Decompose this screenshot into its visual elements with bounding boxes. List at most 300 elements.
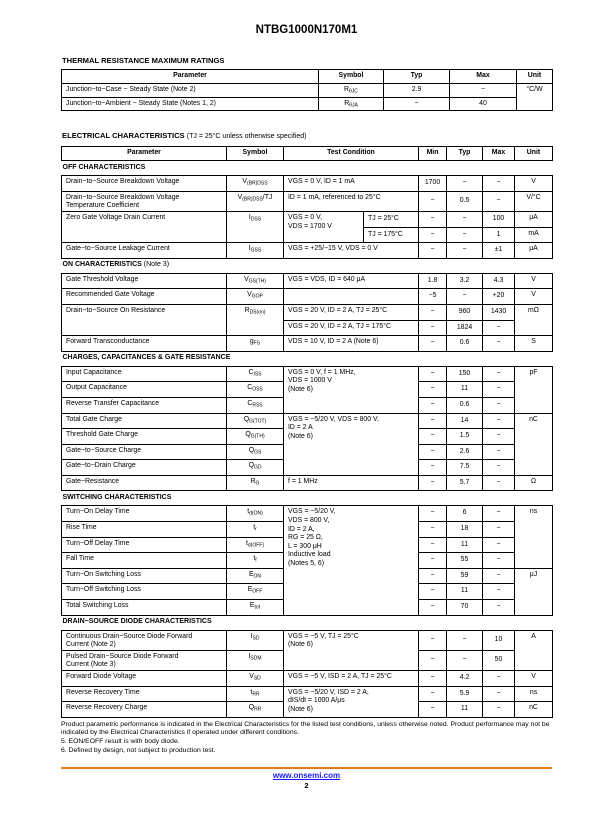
min-cell: −: [419, 702, 447, 718]
parameter-cell: Reverse Transfer Capacitance: [62, 397, 227, 413]
max-cell: −: [483, 568, 515, 584]
symbol: Q: [248, 446, 255, 454]
symbol: I: [248, 245, 251, 253]
max-cell: 1430: [483, 304, 515, 320]
unit-cell: V/°C: [515, 191, 553, 211]
parameter-cell: Gate−to−Source Leakage Current: [62, 243, 227, 259]
parameter-cell: Reverse Recovery Time: [62, 686, 227, 702]
test-condition-cell: VGS = VDS, ID = 640 μA: [284, 273, 419, 289]
page-title: NTBG1000N170M1: [255, 24, 358, 36]
parameter-cell: Gate−to−Source Charge: [62, 444, 227, 460]
symbol-cell: [227, 397, 284, 413]
unit-cell: μJ: [515, 568, 553, 615]
table-row: [62, 97, 553, 111]
symbol-cell: [227, 211, 284, 242]
electrical-heading: [61, 131, 552, 142]
typ-cell: −: [447, 227, 483, 243]
min-cell: −: [419, 584, 447, 600]
typ-cell: 1.5: [447, 429, 483, 445]
symbol-subscript: FS: [253, 340, 261, 347]
symbol: I: [248, 213, 251, 221]
max-cell: 100: [483, 211, 515, 227]
min-cell: −: [419, 460, 447, 476]
parameter-cell: Gate−to−Drain Charge: [62, 460, 227, 476]
table-row: [62, 336, 553, 352]
header-row: [62, 147, 553, 161]
max-cell: −: [483, 397, 515, 413]
section-title: [62, 351, 553, 366]
symbol-subscript: GS(TH): [248, 278, 266, 285]
min-cell: −: [419, 366, 447, 382]
section-name: CHARGES, CAPACITANCES & GATE RESISTANCE: [62, 354, 231, 362]
typ-cell: 11: [447, 584, 483, 600]
symbol-subscript: (BR)DSS: [242, 196, 263, 203]
typ-cell: 2.9: [384, 84, 450, 98]
min-cell: −: [419, 429, 447, 445]
column-header: Parameter: [62, 70, 319, 84]
symbol: g: [249, 338, 254, 346]
symbol-subscript: GOP: [251, 293, 263, 300]
symbol-subscript: SD: [252, 635, 260, 642]
symbol-subscript: d(OFF): [247, 542, 265, 549]
column-header: Typ: [447, 147, 483, 161]
max-cell: ±1: [483, 243, 515, 259]
typ-cell: 3.2: [447, 273, 483, 289]
test-condition-cell: ID = 1 mA, referenced to 25°C: [284, 191, 419, 211]
typ-cell: 70: [447, 600, 483, 616]
max-cell: 50: [483, 650, 515, 670]
min-cell: −: [419, 382, 447, 398]
min-cell: −: [419, 320, 447, 336]
max-cell: −: [483, 522, 515, 538]
symbol: t: [247, 508, 250, 516]
typ-cell: 5.9: [447, 686, 483, 702]
disclaimer: Product parametric performance is indicated in the Electrical Characteristics for the listed test conditions, unless otherwise noted. Product performance may not be indicated by the Electrical Characteristics if operated under different conditions.: [61, 720, 550, 737]
typ-cell: 55: [447, 553, 483, 569]
typ-cell: 0.6: [447, 336, 483, 352]
symbol-subscript: θJA: [349, 102, 358, 109]
symbol: R: [244, 306, 250, 314]
unit-cell: ns: [515, 506, 553, 568]
symbol: R: [344, 86, 350, 93]
unit-cell: nC: [515, 702, 553, 718]
symbol: R: [250, 477, 256, 485]
symbol-subscript: OSS: [252, 386, 263, 393]
symbol: V: [249, 673, 254, 680]
table-row: [62, 413, 553, 429]
min-cell: −: [419, 413, 447, 429]
symbol-subscript: RSS: [252, 402, 263, 409]
typ-cell: 11: [447, 537, 483, 553]
test-condition-cell: VGS = 20 V, ID = 2 A, TJ = 25°C: [284, 304, 419, 320]
typ-cell: 11: [447, 382, 483, 398]
symbol-subscript: SD: [253, 675, 261, 682]
min-cell: 1.8: [419, 273, 447, 289]
unit-cell: mΩ: [515, 304, 553, 335]
max-cell: +20: [483, 289, 515, 305]
max-cell: −: [483, 413, 515, 429]
test-condition-cell: VGS = 0 V, f = 1 MHz, VDS = 1000 V (Note 6): [284, 366, 419, 413]
symbol: E: [249, 602, 255, 610]
test-condition-cell: VGS = −5/20 V, ISD = 2 A, dIS/dt = 1000 A/μs (Note 6): [284, 686, 419, 717]
symbol: V: [247, 291, 252, 299]
thermal-heading: THERMAL RESISTANCE MAXIMUM RATINGS: [62, 56, 225, 65]
symbol-cell: [227, 366, 284, 382]
max-cell: −: [483, 366, 515, 382]
max-cell: −: [483, 506, 515, 522]
unit-cell: Ω: [515, 475, 553, 491]
typ-cell: −: [384, 97, 450, 111]
symbol: C: [248, 368, 254, 376]
symbol: C: [247, 384, 253, 392]
section-header: [62, 351, 553, 366]
min-cell: −: [419, 537, 447, 553]
max-cell: −: [483, 460, 515, 476]
symbol-cell: [227, 382, 284, 398]
section-name: OFF CHARACTERISTICS: [62, 163, 146, 171]
symbol-subscript: ON: [253, 573, 262, 580]
min-cell: −: [419, 650, 447, 670]
parameter-cell: Gate−Resistance: [62, 475, 227, 491]
symbol: t: [253, 524, 256, 532]
section-title: [62, 615, 553, 630]
symbol-subscript: θJC: [349, 88, 358, 95]
parameter-cell: Fall Time: [62, 553, 227, 569]
electrical-title: ELECTRICAL CHARACTERISTICS: [62, 131, 185, 141]
min-cell: −: [419, 568, 447, 584]
electrical-subtitle: (TJ = 25°C unless otherwise specified): [186, 133, 307, 141]
parameter-cell: Junction−to−Ambient − Steady State (Notes 1, 2): [62, 97, 319, 111]
test-condition-cell: VGS = 0 V, ID = 1 mA: [284, 176, 419, 192]
max-cell: −: [483, 702, 515, 718]
parameter-cell: Input Capacitance: [62, 366, 227, 382]
column-header: Symbol: [227, 147, 284, 161]
symbol-cell: [227, 191, 284, 211]
symbol: V: [242, 178, 248, 186]
parameter-cell: Turn−Off Delay Time: [62, 537, 227, 553]
typ-cell: 11: [447, 702, 483, 718]
typ-cell: 6: [447, 506, 483, 522]
symbol-subscript: G(TOT): [249, 418, 267, 424]
symbol-subscript: G(TH): [250, 433, 265, 440]
symbol-cell: [227, 584, 284, 600]
max-cell: −: [483, 584, 515, 600]
min-cell: −: [419, 686, 447, 702]
symbol-subscript: DS(on): [249, 309, 266, 316]
typ-cell: 2.6: [447, 444, 483, 460]
unit-cell: V: [515, 671, 553, 687]
note-5: 5. EON/EOFF result is with body diode.: [61, 737, 180, 745]
symbol-cell: [227, 686, 284, 702]
symbol: t: [245, 539, 248, 547]
typ-cell: 1824: [447, 320, 483, 336]
symbol-subscript: G: [255, 480, 260, 487]
symbol-cell: [227, 444, 284, 460]
website-link[interactable]: www.onsemi.com: [272, 770, 341, 780]
test-condition-cell: VDS = 10 V, ID = 2 A (Note 6): [284, 336, 419, 352]
table-row: [62, 366, 553, 382]
column-header: Test Condition: [284, 147, 419, 161]
section-title: [62, 491, 553, 506]
symbol: Q: [245, 431, 251, 439]
max-cell: −: [483, 600, 515, 616]
symbol-subscript: RR: [252, 691, 260, 698]
typ-cell: −: [447, 211, 483, 227]
symbol-cell: [227, 336, 284, 352]
symbol-cell: [319, 84, 384, 98]
symbol-cell: [227, 413, 284, 429]
min-cell: −: [419, 671, 447, 687]
max-cell: −: [483, 686, 515, 702]
symbol-cell: [227, 702, 284, 718]
table-row: [62, 191, 553, 211]
test-condition-cell: f = 1 MHz: [284, 475, 419, 491]
symbol-cell: [319, 97, 384, 111]
symbol-subscript: GSS: [250, 247, 262, 254]
symbol-cell: [227, 522, 284, 538]
unit-cell: A: [515, 630, 553, 670]
column-header: Unit: [517, 70, 553, 84]
min-cell: −: [419, 211, 447, 227]
notes: [61, 721, 553, 755]
typ-cell: 5.7: [447, 475, 483, 491]
section-note: (Note 3): [143, 261, 170, 269]
table-row: [62, 506, 553, 522]
max-cell: −: [483, 671, 515, 687]
symbol-subscript: SDM: [250, 655, 262, 662]
unit-cell: μA: [515, 211, 553, 227]
unit-cell: mA: [515, 227, 553, 243]
section-header: [62, 491, 553, 506]
unit-cell: ns: [515, 686, 553, 702]
symbol-cell: [227, 600, 284, 616]
typ-cell: −: [447, 630, 483, 650]
max-cell: −: [450, 84, 517, 98]
symbol: R: [344, 99, 350, 107]
column-header: Max: [483, 147, 515, 161]
column-header: Typ: [384, 70, 450, 84]
max-cell: −: [483, 320, 515, 336]
min-cell: −5: [419, 289, 447, 305]
parameter-cell: Pulsed Drain−Source Diode Forward Current (Note 3): [62, 650, 227, 670]
symbol: t: [253, 555, 256, 563]
parameter-cell: Junction−to−Case − Steady State (Note 2): [62, 84, 319, 98]
test-condition-cell: [284, 289, 419, 305]
test-condition-cell: VGS = 20 V, ID = 2 A, TJ = 175°C: [284, 320, 419, 336]
section-name: ON CHARACTERISTICS: [62, 261, 142, 269]
unit-cell: °C/W: [517, 84, 553, 111]
symbol-subscript: RR: [254, 706, 262, 713]
symbol-cell: [227, 671, 284, 687]
min-cell: −: [419, 506, 447, 522]
max-cell: −: [483, 537, 515, 553]
column-header: Unit: [515, 147, 553, 161]
column-header: Max: [450, 70, 517, 84]
symbol-cell: [227, 537, 284, 553]
typ-cell: 14: [447, 413, 483, 429]
min-cell: 1700: [419, 176, 447, 192]
column-header: Symbol: [319, 70, 384, 84]
header-row: [62, 70, 553, 84]
symbol: Q: [248, 704, 255, 712]
symbol: E: [247, 586, 253, 594]
symbol: I: [248, 652, 251, 660]
unit-cell: V: [515, 289, 553, 305]
symbol-cell: [227, 475, 284, 491]
symbol: C: [247, 399, 253, 407]
min-cell: −: [419, 227, 447, 243]
parameter-cell: Gate Threshold Voltage: [62, 273, 227, 289]
parameter-cell: Total Gate Charge: [62, 413, 227, 429]
parameter-cell: Drain−to−Source On Resistance: [62, 304, 227, 335]
unit-cell: nC: [515, 413, 553, 475]
typ-cell: 59: [447, 568, 483, 584]
unit-cell: V: [515, 176, 553, 192]
table-row: [62, 273, 553, 289]
symbol-subscript: f: [255, 557, 257, 564]
min-cell: −: [419, 522, 447, 538]
column-header: Parameter: [62, 147, 227, 161]
typ-cell: 960: [447, 304, 483, 320]
symbol-cell: [227, 553, 284, 569]
symbol-subscript: d(ON): [249, 510, 263, 517]
symbol-tail: /TJ: [262, 193, 273, 201]
max-cell: −: [483, 553, 515, 569]
typ-cell: 4.2: [447, 671, 483, 687]
section-title: [62, 161, 553, 176]
parameter-cell: Forward Diode Voltage: [62, 671, 227, 687]
max-cell: 40: [450, 97, 517, 111]
footer: [61, 755, 552, 790]
temperature-condition-cell: TJ = 25°C: [364, 211, 419, 227]
table-row: [62, 671, 553, 687]
table-row: [62, 304, 553, 320]
typ-cell: −: [447, 289, 483, 305]
parameter-cell: Zero Gate Voltage Drain Current: [62, 211, 227, 242]
typ-cell: 0.6: [447, 397, 483, 413]
unit-cell: μA: [515, 243, 553, 259]
test-condition-cell: VGS = −5/20 V, VDS = 800 V, ID = 2 A, RG = 25 Ω, L = 300 μH Inductive load (Notes 5, 6): [284, 506, 419, 615]
symbol-subscript: GD: [253, 464, 262, 471]
max-cell: −: [483, 475, 515, 491]
symbol-cell: [227, 176, 284, 192]
parameter-cell: Turn−Off Switching Loss: [62, 584, 227, 600]
typ-cell: −: [447, 243, 483, 259]
note-6: 6. Defined by design, not subject to production test.: [61, 746, 216, 754]
thermal-table: [61, 69, 553, 111]
section-header: [62, 258, 553, 273]
table-row: [62, 686, 553, 702]
typ-cell: 150: [447, 366, 483, 382]
min-cell: −: [419, 475, 447, 491]
unit-cell: V: [515, 273, 553, 289]
section-header: [62, 161, 553, 176]
symbol-cell: [227, 304, 284, 335]
min-cell: −: [419, 630, 447, 650]
parameter-cell: Rise Time: [62, 522, 227, 538]
symbol: I: [250, 632, 253, 640]
max-cell: −: [483, 444, 515, 460]
symbol-cell: [227, 506, 284, 522]
table-row: [62, 176, 553, 192]
parameter-cell: Total Switching Loss: [62, 600, 227, 616]
table-row: [62, 84, 553, 98]
symbol-cell: [227, 568, 284, 584]
parameter-cell: Output Capacitance: [62, 382, 227, 398]
footer-rule: [61, 767, 552, 769]
max-cell: 10: [483, 630, 515, 650]
symbol: Q: [248, 462, 254, 470]
min-cell: −: [419, 600, 447, 616]
max-cell: −: [483, 191, 515, 211]
symbol-cell: [227, 429, 284, 445]
min-cell: −: [419, 397, 447, 413]
electrical-table: [61, 146, 553, 718]
section-title: [62, 258, 553, 273]
symbol-subscript: tot: [254, 604, 261, 611]
unit-cell: pF: [515, 366, 553, 413]
table-row: [62, 630, 553, 650]
symbol: Q: [243, 415, 250, 423]
symbol-subscript: (BR)DSS: [247, 180, 268, 187]
max-cell: −: [483, 382, 515, 398]
parameter-cell: Turn−On Delay Time: [62, 506, 227, 522]
table-row: [62, 475, 553, 491]
temperature-condition-cell: TJ = 175°C: [364, 227, 419, 243]
max-cell: −: [483, 429, 515, 445]
symbol: V: [244, 275, 249, 283]
table-row: [62, 243, 553, 259]
min-cell: −: [419, 191, 447, 211]
max-cell: 4.3: [483, 273, 515, 289]
max-cell: 1: [483, 227, 515, 243]
typ-cell: −: [447, 650, 483, 670]
parameter-cell: Continuous Drain−Source Diode Forward Current (Note 2): [62, 630, 227, 650]
symbol-subscript: GS: [254, 449, 262, 456]
section-header: [62, 615, 553, 630]
symbol: V: [237, 193, 243, 201]
typ-cell: 18: [447, 522, 483, 538]
parameter-cell: Drain−to−Source Breakdown Voltage Temperature Coefficient: [62, 191, 227, 211]
test-condition-cell: VGS = −5 V, TJ = 25°C (Note 6): [284, 630, 419, 670]
parameter-cell: Reverse Recovery Charge: [62, 702, 227, 718]
min-cell: −: [419, 444, 447, 460]
symbol-subscript: DSS: [250, 216, 262, 223]
parameter-cell: Drain−to−Source Breakdown Voltage: [62, 176, 227, 192]
typ-cell: 7.5: [447, 460, 483, 476]
parameter-cell: Recommended Gate Voltage: [62, 289, 227, 305]
min-cell: −: [419, 553, 447, 569]
max-cell: −: [483, 336, 515, 352]
typ-cell: −: [447, 176, 483, 192]
test-condition-cell: VGS = +25/−15 V, VDS = 0 V: [284, 243, 419, 259]
symbol-subscript: ISS: [253, 371, 262, 378]
parameter-cell: Threshold Gate Charge: [62, 429, 227, 445]
section-name: DRAIN−SOURCE DIODE CHARACTERISTICS: [62, 618, 212, 626]
table-row: [62, 289, 553, 305]
symbol: E: [248, 570, 254, 578]
unit-cell: S: [515, 336, 553, 352]
page-number: 2: [304, 780, 309, 790]
test-condition-cell: VGS = −5/20 V, VDS = 800 V, ID = 2 A (Note 6): [284, 413, 419, 475]
symbol-cell: [227, 289, 284, 305]
parameter-cell: Turn−On Switching Loss: [62, 568, 227, 584]
test-condition-cell: VGS = 0 V, VDS = 1700 V: [284, 211, 364, 242]
min-cell: −: [419, 304, 447, 320]
typ-cell: 0.5: [447, 191, 483, 211]
parameter-cell: Forward Transconductance: [62, 336, 227, 352]
symbol-cell: [227, 273, 284, 289]
